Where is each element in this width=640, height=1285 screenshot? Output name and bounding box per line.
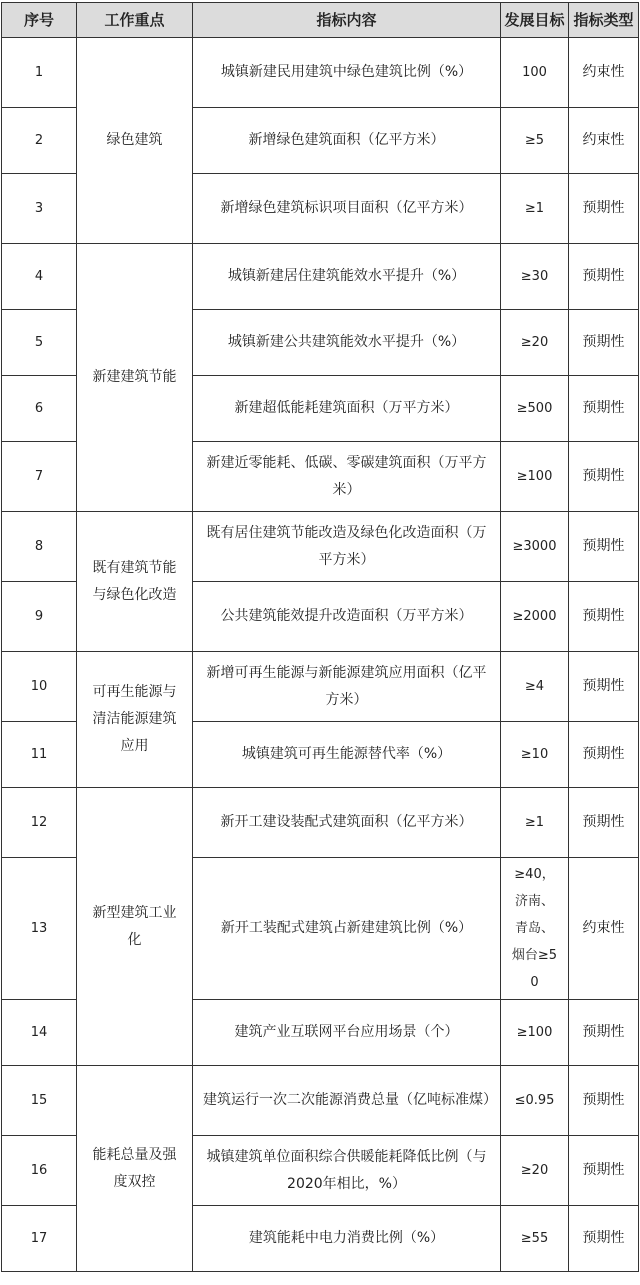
table-row <box>2 512 639 582</box>
row-target: ≤0.95 <box>501 1066 569 1136</box>
table-row <box>2 1066 639 1136</box>
row-no: 8 <box>2 512 77 582</box>
row-no: 3 <box>2 174 77 244</box>
row-target: ≥100 <box>501 442 569 512</box>
row-no: 16 <box>2 1136 77 1206</box>
group-label: 既有建筑节能与绿色化改造 <box>77 512 193 652</box>
row-type: 预期性 <box>569 1206 639 1272</box>
row-type: 预期性 <box>569 652 639 722</box>
row-content: 新开工装配式建筑占新建建筑比例（%） <box>193 858 501 1000</box>
header-content: 指标内容 <box>193 3 501 38</box>
row-no: 5 <box>2 310 77 376</box>
row-no: 7 <box>2 442 77 512</box>
row-no: 6 <box>2 376 77 442</box>
row-type: 预期性 <box>569 1000 639 1066</box>
row-type: 约束性 <box>569 858 639 1000</box>
row-content: 城镇新建居住建筑能效水平提升（%） <box>193 244 501 310</box>
row-content: 城镇建筑可再生能源替代率（%） <box>193 722 501 788</box>
row-target: 100 <box>501 38 569 108</box>
row-target: ≥1 <box>501 788 569 858</box>
row-content: 城镇建筑单位面积综合供暖能耗降低比例（与2020年相比，%） <box>193 1136 501 1206</box>
row-content: 建筑运行一次二次能源消费总量（亿吨标准煤） <box>193 1066 501 1136</box>
row-type: 预期性 <box>569 582 639 652</box>
row-content: 城镇新建民用建筑中绿色建筑比例（%） <box>193 38 501 108</box>
row-content: 新开工建设装配式建筑面积（亿平方米） <box>193 788 501 858</box>
header-type: 指标类型 <box>569 3 639 38</box>
row-content: 新增可再生能源与新能源建筑应用面积（亿平方米） <box>193 652 501 722</box>
row-type: 预期性 <box>569 442 639 512</box>
header-no: 序号 <box>2 3 77 38</box>
header-target: 发展目标 <box>501 3 569 38</box>
row-target: ≥5 <box>501 108 569 174</box>
row-type: 约束性 <box>569 108 639 174</box>
row-type: 预期性 <box>569 310 639 376</box>
row-type: 预期性 <box>569 512 639 582</box>
group-label: 绿色建筑 <box>77 38 193 244</box>
row-content: 既有居住建筑节能改造及绿色化改造面积（万平方米） <box>193 512 501 582</box>
group-label: 能耗总量及强度双控 <box>77 1066 193 1272</box>
row-type: 预期性 <box>569 244 639 310</box>
row-target: ≥40，济南、青岛、烟台≥50 <box>501 858 569 1000</box>
row-no: 11 <box>2 722 77 788</box>
row-no: 1 <box>2 38 77 108</box>
row-content: 新建超低能耗建筑面积（万平方米） <box>193 376 501 442</box>
row-type: 预期性 <box>569 722 639 788</box>
row-type: 预期性 <box>569 174 639 244</box>
row-content: 建筑能耗中电力消费比例（%） <box>193 1206 501 1272</box>
row-no: 2 <box>2 108 77 174</box>
row-target: ≥500 <box>501 376 569 442</box>
row-type: 预期性 <box>569 376 639 442</box>
table-row <box>2 788 639 858</box>
row-type: 预期性 <box>569 788 639 858</box>
row-target: ≥20 <box>501 1136 569 1206</box>
row-content: 新建近零能耗、低碳、零碳建筑面积（万平方米） <box>193 442 501 512</box>
row-target: ≥2000 <box>501 582 569 652</box>
row-no: 12 <box>2 788 77 858</box>
row-content: 公共建筑能效提升改造面积（万平方米） <box>193 582 501 652</box>
row-type: 约束性 <box>569 38 639 108</box>
row-no: 17 <box>2 1206 77 1272</box>
row-content: 城镇新建公共建筑能效水平提升（%） <box>193 310 501 376</box>
row-no: 9 <box>2 582 77 652</box>
row-content: 新增绿色建筑标识项目面积（亿平方米） <box>193 174 501 244</box>
table-row <box>2 652 639 722</box>
row-type: 预期性 <box>569 1136 639 1206</box>
group-label: 新型建筑工业化 <box>77 788 193 1066</box>
header-focus: 工作重点 <box>77 3 193 38</box>
group-label: 可再生能源与清洁能源建筑应用 <box>77 652 193 788</box>
row-content: 新增绿色建筑面积（亿平方米） <box>193 108 501 174</box>
row-no: 14 <box>2 1000 77 1066</box>
row-target: ≥10 <box>501 722 569 788</box>
group-label: 新建建筑节能 <box>77 244 193 512</box>
row-target: ≥100 <box>501 1000 569 1066</box>
row-target: ≥4 <box>501 652 569 722</box>
row-no: 15 <box>2 1066 77 1136</box>
row-content: 建筑产业互联网平台应用场景（个） <box>193 1000 501 1066</box>
row-no: 10 <box>2 652 77 722</box>
row-target: ≥20 <box>501 310 569 376</box>
table-row <box>2 38 639 108</box>
row-target: ≥55 <box>501 1206 569 1272</box>
row-target: ≥3000 <box>501 512 569 582</box>
table-row <box>2 244 639 310</box>
indicator-table <box>1 2 639 1272</box>
row-target: ≥1 <box>501 174 569 244</box>
header-row <box>2 3 639 38</box>
row-target: ≥30 <box>501 244 569 310</box>
row-no: 4 <box>2 244 77 310</box>
row-no: 13 <box>2 858 77 1000</box>
row-type: 预期性 <box>569 1066 639 1136</box>
